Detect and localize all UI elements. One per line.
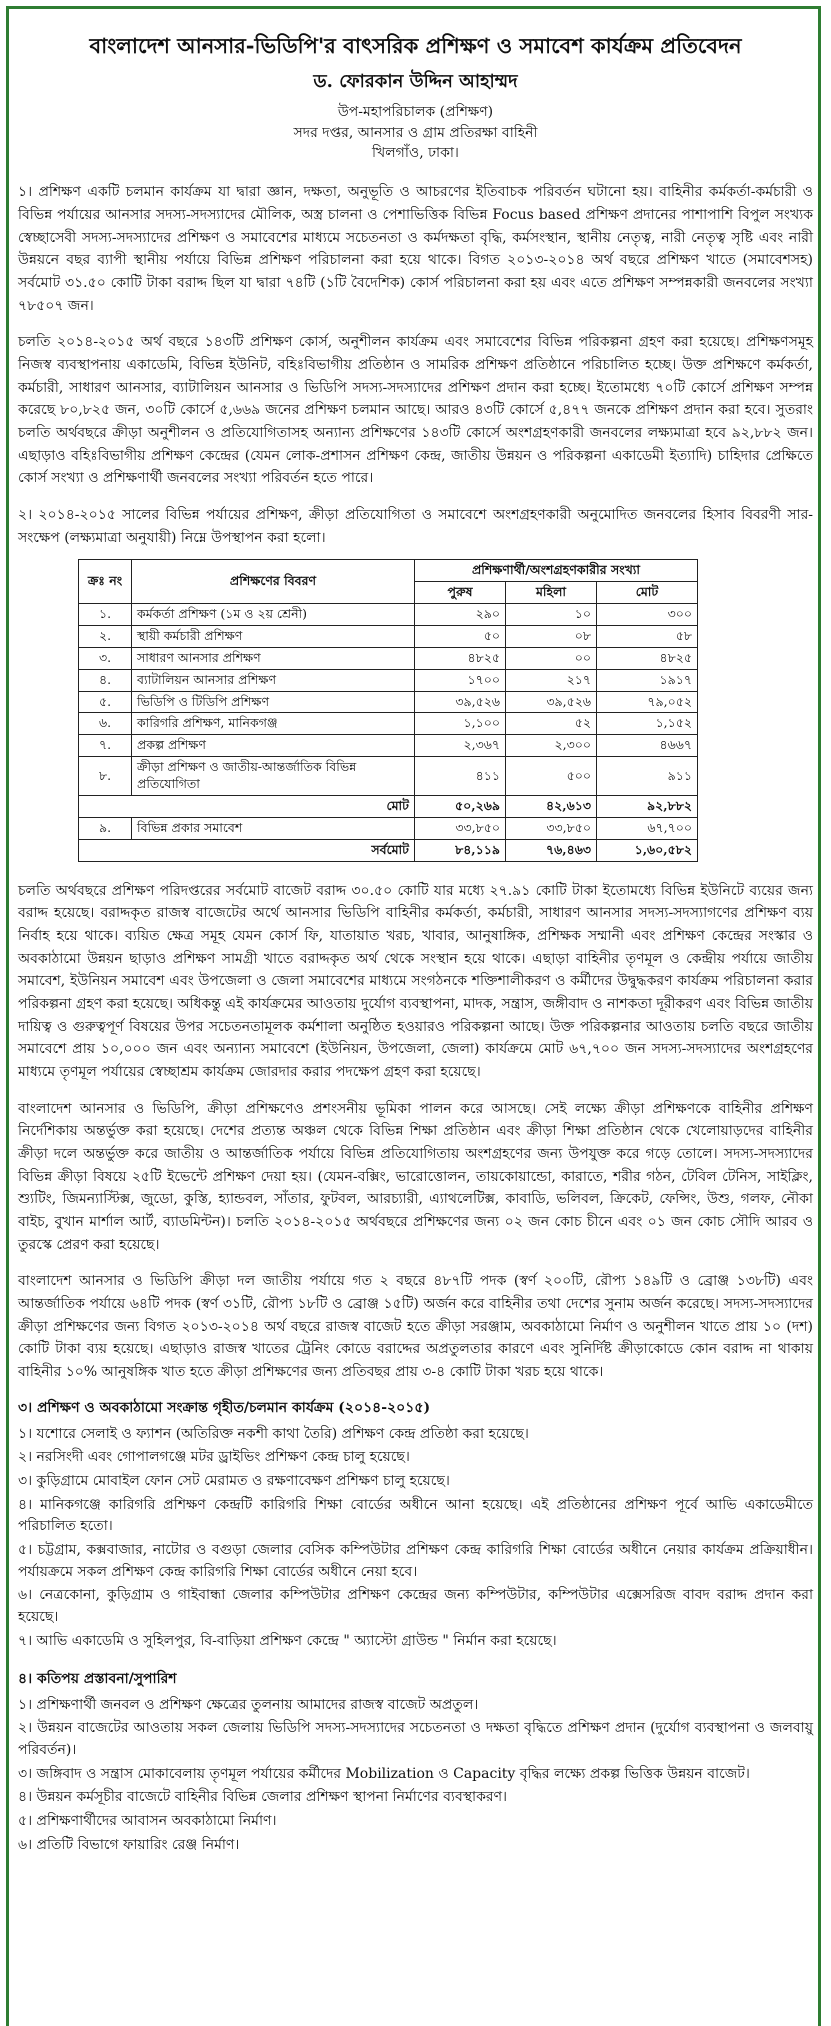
table-row bbox=[79, 647, 698, 669]
cell-serial: ৩. bbox=[79, 647, 132, 669]
cell-male: ২,৩৬৭ bbox=[415, 735, 506, 757]
cell-male: ১৭০০ bbox=[415, 669, 506, 691]
cell-total: ৩০০ bbox=[597, 604, 698, 626]
cell-description: সাধারণ আনসার প্রশিক্ষণ bbox=[132, 647, 415, 669]
paragraph-1: ১। প্রশিক্ষণ একটি চলমান কার্যক্রম যা দ্বারা জ্ঞান, দক্ষতা, অনুভূতি ও আচরণের ইতিবাচক পরিবর্তন ঘটানো হয়। বাহিনীর কর্মকর্তা-কর্মচারী ও বিভিন্ন পর্যায়ের আনসার সদস্য-সদস্যাদের মৌলিক, অস্ত্র চালনা ও পেশাভিত্তিক বিভিন্ন Focus based প্রশিক্ষণ প্রদানের পাশাপাশি বিপুল সংখ্যক স্বেচ্ছাসেবী সদস্য-সদস্যাদের প্রশিক্ষণ ও সমাবেশের মাধ্যমে সচেতনতা ও কর্মদক্ষতা বৃদ্ধি, কর্মসংস্থান, স্থানীয় নেতৃত্ব, নারী নেতৃত্ব সৃষ্টি এবং নারী উন্নয়নে বছর ব্যাপী স্থানীয় পর্যায়ে বিভিন্ন প্রশিক্ষণ পরিচালনা করা হয়ে থাকে। বিগত ২০১৩-২০১৪ অর্থ বছরে প্রশিক্ষণ খাতে (সমাবেশসহ) সর্বমোট ৩১.৫০ কোটি টাকা বরাদ্দ ছিল যা দ্বারা ৭৪টি (১টি বৈদেশিক) কোর্স পরিচালনা করা হয় এবং এতে প্রশিক্ষণ সম্পন্নকারী জনবলের সংখ্যা ৭৮৫০৭ জন। bbox=[18, 184, 813, 314]
cell-description: ব্যাটালিয়ন আনসার প্রশিক্ষণ bbox=[132, 669, 415, 691]
cell-male: ৩৯,৫২৬ bbox=[415, 691, 506, 713]
cell-serial: ৮. bbox=[79, 757, 132, 796]
cell-total: ৫৮ bbox=[597, 625, 698, 647]
column-header-female: মহিলা bbox=[506, 582, 597, 604]
cell-male: ৩৩,৮৫০ bbox=[415, 817, 506, 839]
affiliation-line: উপ-মহাপরিচালক (প্রশিক্ষণ) bbox=[337, 104, 494, 121]
cell-serial: ৪. bbox=[79, 669, 132, 691]
table-row bbox=[79, 713, 698, 735]
cell-female: ৭৬,৪৬৩ bbox=[506, 839, 597, 861]
table-row bbox=[79, 817, 698, 839]
paragraph-4: চলতি অর্থবছরে প্রশিক্ষণ পরিদপ্তরের সর্বমোট বাজেট বরাদ্দ ৩০.৫০ কোটি যার মধ্যে ২৭.৯১ কোটি টাকা ইতোমধ্যে বিভিন্ন ইউনিটে ব্যয়ের জন্য বরাদ্দ হয়েছে। বরাদ্দকৃত রাজস্ব বাজেটের অর্থে আনসার ভিডিপি বাহিনীর কর্মকর্তা, কর্মচারী, সাধারণ আনসার সদস্য-সদস্যাগণের প্রশিক্ষণ ব্যয় নির্বাহ হয়ে থাকে। ব্যয়িত ক্ষেত্র সমূহ যেমন কোর্স ফি, যাতায়াত খরচ, খাবার, আনুষাঙ্গিক, প্রশিক্ষক সম্মানী এবং প্রশিক্ষণ কেন্দ্রের সংস্কার ও অবকাঠামো উন্নয়ন ছাড়াও প্রশিক্ষণ সামগ্রী খাতে বরাদ্দকৃত অর্থ থেকে সংস্থান হয়ে থাকে। এছাড়া বাহিনীর তৃণমূল ও কেন্দ্রীয় পর্যায়ে জাতীয় সমাবেশ, ইউনিয়ন সমাবেশ এবং উপজেলা ও জেলা সমাবেশের মাধ্যমে সংগঠনকে শক্তিশালীকরণ ও কর্মীদের উদ্বুদ্ধকরণ কার্যক্রম পরিচালনা করার পরিকল্পনা গ্রহণ করা হয়েছে। অধিকন্তু এই কার্যক্রমের আওতায় দুর্যোগ ব্যবস্থাপনা, মাদক, সন্ত্রাস, জঙ্গীবাদ ও নাশকতা দূরীকরণ এবং বিভিন্ন জাতীয় দায়িত্ব ও গুরুত্বপূর্ণ বিষয়ের উপর সচেতনতামূলক কর্মশালা অনুষ্ঠিত হওয়ারও পরিকল্পনা আছে। উক্ত পরিকল্পনার আওতায় চলতি বছরে জাতীয় সমাবেশে প্রায় ১০,০০০ জন এবং অন্যান্য সমাবেশে (ইউনিয়ন, উপজেলা, জেলা) কার্যক্রমে মোট ৬৭,৭০০ জন সদস্য-সদস্যাদের অংশগ্রহণের মাধ্যমে তৃণমূল পর্যায়ের স্বেচ্ছাশ্রম কার্যক্রম জোরদার করার পদক্ষেপ গ্রহণ করা হয়েছে। bbox=[18, 882, 813, 1080]
cell-serial: ৬. bbox=[79, 713, 132, 735]
column-header-male: পুরুষ bbox=[415, 582, 506, 604]
column-header-total: মোট bbox=[597, 582, 698, 604]
document bbox=[18, 14, 813, 1858]
cell-serial: ৫. bbox=[79, 691, 132, 713]
training-table bbox=[78, 559, 698, 861]
cell-total-label: সর্বমোট bbox=[79, 839, 415, 861]
affiliation-line: খিলগাঁও, ঢাকা। bbox=[372, 144, 459, 161]
section-4-list bbox=[18, 1695, 813, 1857]
cell-total-label: মোট bbox=[79, 795, 415, 817]
list-item: ৪। মানিকগঞ্জে কারিগরি প্রশিক্ষণ কেন্দ্রটি কারিগরি শিক্ষা বোর্ডের অধীনে আনা হয়েছে। এই প্রতিষ্ঠানের প্রশিক্ষণ পূর্বে আভি একাডেমীতে পরিচালিত হতো। bbox=[18, 1496, 813, 1535]
cell-male: ১,১০০ bbox=[415, 713, 506, 735]
cell-description: ভিডিপি ও টিডিপি প্রশিক্ষণ bbox=[132, 691, 415, 713]
list-item: ১। যশোরে সেলাই ও ফ্যাশন (অতিরিক্ত নকশী কাথা তৈরি) প্রশিক্ষণ কেন্দ্র প্রতিষ্ঠা করা হয়েছে। bbox=[18, 1425, 529, 1442]
list-item: ২। নরসিংদী এবং গোপালগঞ্জে মটর ড্রাইভিং প্রশিক্ষণ কেন্দ্র চালু হয়েছে। bbox=[18, 1449, 410, 1466]
cell-female: ১০ bbox=[506, 604, 597, 626]
column-header-serial: ক্রঃ নং bbox=[79, 560, 132, 604]
cell-male: ৪৮২৫ bbox=[415, 647, 506, 669]
paragraph-6: বাংলাদেশ আনসার ও ভিডিপি ক্রীড়া দল জাতীয় পর্যায়ে গত ২ বছরে ৪৮৭টি পদক (স্বর্ণ ২০০টি, রৌপ্য ১৪৯টি ও ব্রোঞ্জ ১৩৮টি) এবং আন্তর্জাতিক পর্যায়ে ৬৪টি পদক (স্বর্ণ ৩১টি, রৌপ্য ১৮টি ও ব্রোঞ্জ ১৫টি) অর্জন করে বাহিনীর তথা দেশের সুনাম অর্জন করেছে। সদস্য-সদস্যাদের ক্রীড়া প্রশিক্ষণের জন্য বিগত ২০১৩-২০১৪ অর্থ বছরে রাজস্ব বাজেট হতে ক্রীড়া সরঞ্জাম, অবকাঠামো নির্মাণ ও অনুশীলন খাতে প্রায় ১০ (দশ) কোটি টাকা ব্যয় হয়েছে। এছাড়াও রাজস্ব খাতের ট্রেনিং কোডে বরাদ্দের অপ্রতুলতার কারণে এবং সুনির্দিষ্ট ক্রীড়াকোডে কোন বরাদ্দ না থাকায় বাহিনীর ১০% আনুষঙ্গিক খাত হতে ক্রীড়া প্রশিক্ষণের জন্য প্রতিবছর প্রায় ৩-৪ কোটি টাকা খরচ হয়ে থাকে। bbox=[18, 1273, 813, 1380]
affiliation-line: সদর দপ্তর, আনসার ও গ্রাম প্রতিরক্ষা বাহিনী bbox=[293, 124, 538, 141]
cell-description: প্রকল্প প্রশিক্ষণ bbox=[132, 735, 415, 757]
table-total-row bbox=[79, 795, 698, 817]
list-item: ৫। প্রশিক্ষণার্থীদের আবাসন অবকাঠামো নির্মাণ। bbox=[18, 1812, 277, 1829]
table-row bbox=[79, 669, 698, 691]
cell-female: ৩৯,৫২৬ bbox=[506, 691, 597, 713]
paragraph-3: ২। ২০১৪-২০১৫ সালের বিভিন্ন পর্যায়ের প্রশিক্ষণ, ক্রীড়া প্রতিযোগিতা ও সমাবেশে অংশগ্রহণকারী অনুমোদিত জনবলের হিসাব বিবরণী সার-সংক্ষেপ (লক্ষ্যমাত্রা অনুযায়ী) নিম্নে উপস্থাপন করা হলো। bbox=[18, 506, 813, 546]
list-item: ২। উন্নয়ন বাজেটের আওতায় সকল জেলায় ভিডিপি সদস্য-সদস্যাদের সচেতনতা ও দক্ষতা বৃদ্ধিতে প্রশিক্ষণ প্রদান (দুর্যোগ ব্যবস্থাপনা ও জলবায়ু পরিবর্তন)। bbox=[18, 1720, 813, 1758]
cell-description: কর্মকর্তা প্রশিক্ষণ (১ম ও ২য় শ্রেনী) bbox=[132, 604, 415, 626]
cell-male: ৪১১ bbox=[415, 757, 506, 796]
table-row bbox=[79, 625, 698, 647]
cell-total: ১৯১৭ bbox=[597, 669, 698, 691]
list-item: ৪। উন্নয়ন কর্মসূচীর বাজেটে বাহিনীর বিভিন্ন জেলার প্রশিক্ষণ স্থাপনা নির্মাণের ব্যবস্থাকরণ। bbox=[18, 1789, 508, 1806]
cell-female: ২১৭ bbox=[506, 669, 597, 691]
list-item: ৬। নেত্রকোনা, কুড়িগ্রাম ও গাইবান্ধা জেলার কম্পিউটার প্রশিক্ষণ কেন্দ্রের জন্য কম্পিউটার, কম্পিউটার এক্সেসরিজ বাবদ বরাদ্দ প্রদান করা হয়েছে। bbox=[18, 1587, 813, 1626]
cell-total: ৪৬৬৭ bbox=[597, 735, 698, 757]
author-affiliation bbox=[18, 102, 813, 163]
cell-total: ৭৯,০৫২ bbox=[597, 691, 698, 713]
section-4-heading: ৪। কতিপয় প্রস্তাবনা/সুপারিশ bbox=[18, 1670, 177, 1687]
paragraph-2: চলতি ২০১৪-২০১৫ অর্থ বছরে ১৪৩টি প্রশিক্ষণ কোর্স, অনুশীলন কার্যক্রম এবং সমাবেশের বিভিন্ন পরিকল্পনা গ্রহণ করা হয়েছে। প্রশিক্ষণসমূহ নিজস্ব ব্যবস্থাপনায় একাডেমি, বিভিন্ন ইউনিট, বহিঃবিভাগীয় প্রতিষ্ঠান ও সামরিক প্রশিক্ষণ প্রতিষ্ঠানে পরিচালিত হচ্ছে। উক্ত প্রশিক্ষণে কর্মকর্তা, কর্মচারী, সাধারণ আনসার, ব্যাটালিয়ন আনসার ও ভিডিপি সদস্য-সদস্যাদের প্রশিক্ষণ প্রদান করা হচ্ছে। ইতোমধ্যে ৭০টি কোর্সে প্রশিক্ষণ সম্পন্ন করেছে ৮০,৮২৫ জন, ৩০টি কোর্সে ৫,৬৬৯ জনের প্রশিক্ষণ চলমান আছে। আরও ৪৩টি কোর্সে ৫,৪৭৭ জনকে প্রশিক্ষণ প্রদান করা হবে। সুতরাং চলতি অর্থবছরে ক্রীড়া অনুশীলন ও প্রতিযোগিতাসহ অন্যান্য প্রশিক্ষণের ১৪৩টি কোর্সে অংশগ্রহণকারী জনবলের লক্ষ্যমাত্রা হবে ৯২,৮৮২ জন। এছাড়াও বহিঃবিভাগীয় প্রশিক্ষণ কেন্দ্রের (যেমন লোক-প্রশাসন প্রশিক্ষণ কেন্দ্র, জাতীয় উন্নয়ন ও পরিকল্পনা একাডেমী ইত্যাদি) চাহিদার প্রেক্ষিতে কোর্স সংখ্যা ও প্রশিক্ষণার্থী জনবলের সংখ্যা পরিবর্তন হতে পারে। bbox=[18, 334, 813, 487]
cell-serial: ৯. bbox=[79, 817, 132, 839]
cell-total: ৯২,৮৮২ bbox=[597, 795, 698, 817]
list-item: ১। প্রশিক্ষণার্থী জনবল ও প্রশিক্ষণ ক্ষেত্রের তুলনায় আমাদের রাজস্ব বাজেট অপ্রতুল। bbox=[18, 1696, 479, 1713]
list-item: ৭। আভি একাডেমি ও সুহিলপুর, বি-বাড়িয়া প্রশিক্ষণ কেন্দ্রে " অ্যাস্টো গ্রাউন্ড " নির্মান করা হয়েছে। bbox=[18, 1632, 557, 1649]
cell-total: ৬৭,৭০০ bbox=[597, 817, 698, 839]
cell-description: কারিগরি প্রশিক্ষণ, মানিকগঞ্জ bbox=[132, 713, 415, 735]
table-row bbox=[79, 604, 698, 626]
table-body bbox=[79, 604, 698, 862]
cell-male: ২৯০ bbox=[415, 604, 506, 626]
cell-female: ০০ bbox=[506, 647, 597, 669]
list-item: ৩। কুড়িগ্রামে মোবাইল ফোন সেট মেরামত ও রক্ষণাবেক্ষণ প্রশিক্ষণ চালু হয়েছে। bbox=[18, 1473, 450, 1489]
table-row bbox=[79, 735, 698, 757]
cell-female: ০৮ bbox=[506, 625, 597, 647]
author-name: ড. ফোরকান উদ্দিন আহাম্মদ bbox=[313, 71, 518, 93]
cell-description: ক্রীড়া প্রশিক্ষণ ও জাতীয়-আন্তর্জাতিক বিভিন্ন প্রতিযোগিতা bbox=[132, 757, 415, 796]
table-row bbox=[79, 757, 698, 796]
list-item: ৩। জঙ্গিবাদ ও সন্ত্রাস মোকাবেলায় তৃণমূল পর্যায়ের কর্মীদের Mobilization ও Capacity বৃদ্ধির লক্ষ্যে প্রকল্প ভিত্তিক উন্নয়ন বাজেট। bbox=[18, 1765, 750, 1782]
cell-male: ৮৪,১১৯ bbox=[415, 839, 506, 861]
section-3-heading: ৩। প্রশিক্ষণ ও অবকাঠামো সংক্রান্ত গৃহীত/চলমান কার্যক্রম (২০১৪-২০১৫) bbox=[18, 1399, 431, 1416]
cell-female: ২,৩০০ bbox=[506, 735, 597, 757]
cell-total: ৯১১ bbox=[597, 757, 698, 796]
cell-total: ৪৮২৫ bbox=[597, 647, 698, 669]
list-item: ৫। চট্টগ্রাম, কক্সবাজার, নাটোর ও বগুড়া জেলার বেসিক কম্পিউটার প্রশিক্ষণ কেন্দ্র কারিগরি শিক্ষা বোর্ডের অধীনে নেয়ার কার্যক্রম প্রক্রিয়াধীন। পর্যায়ক্রমে সকল প্রশিক্ষণ কেন্দ্র কারিগরি শিক্ষা বোর্ডের অধীনে নেয়া হবে। bbox=[18, 1542, 813, 1580]
column-header-description: প্রশিক্ষণের বিবরণ bbox=[132, 560, 415, 604]
paragraph-5: বাংলাদেশ আনসার ও ভিডিপি, ক্রীড়া প্রশিক্ষণেও প্রশংসনীয় ভূমিকা পালন করে আসছে। সেই লক্ষ্যে ক্রীড়া প্রশিক্ষণকে বাহিনীর প্রশিক্ষণ নির্দেশিকায় অন্তর্ভুক্ত করা হয়েছে। দেশের প্রত্যন্ত অঞ্চল থেকে বিভিন্ন শিক্ষা প্রতিষ্ঠান এবং ক্রীড়া শিক্ষা প্রতিষ্ঠান থেকে খেলোয়াড়দের বাহিনীর ক্রীড়া দলে অন্তর্ভুক্ত করে জাতীয় ও আন্তর্জাতিক পর্যায়ে বিভিন্ন প্রতিযোগিতায় অংশগ্রহণের জন্য উপযুক্ত করে গড়ে তোলে। সদস্য-সদস্যাদের বিভিন্ন ক্রীড়া বিষয়ে ২৫টি ইভেন্টে প্রশিক্ষণ দেয়া হয়। (যেমন-বক্সিং, ভারোত্তোলন, তায়কোয়ান্ডো, কারাতে, শরীর গঠন, টেবিল টেনিস, সাইক্লিং, শ্যুটিং, জিমন্যাস্টিক্স, জুডো, কুস্তি, হ্যান্ডবল, সাঁতার, ফুটবল, আরচ্যারী, এ্যাথলেটিক্স, কাবাডি, ভলিবল, ক্রিকেট, ফেন্সিং, উশু, গলফ, নৌকা বাইচ, বুখান মার্শাল আর্ট, ব্যাডমিন্টন)। চলতি ২০১৪-২০১৫ অর্থবছরে প্রশিক্ষণের জন্য ০২ জন কোচ চীনে এবং ০১ জন কোচ সৌদি আরব ও তুরস্কে প্রেরণ করা হয়েছে। bbox=[18, 1100, 813, 1253]
cell-female: ৪২,৬১৩ bbox=[506, 795, 597, 817]
cell-male: ৫০ bbox=[415, 625, 506, 647]
table-total-row bbox=[79, 839, 698, 861]
cell-description: স্থায়ী কর্মচারী প্রশিক্ষণ bbox=[132, 625, 415, 647]
cell-female: ৫০০ bbox=[506, 757, 597, 796]
cell-male: ৫০,২৬৯ bbox=[415, 795, 506, 817]
column-header-group: প্রশিক্ষণার্থী/অংশগ্রহণকারীর সংখ্যা bbox=[415, 560, 698, 582]
cell-total: ১,১৫২ bbox=[597, 713, 698, 735]
list-item: ৬। প্রতিটি বিভাগে ফায়ারিং রেঞ্জ নির্মাণ। bbox=[18, 1836, 240, 1853]
cell-serial: ৭. bbox=[79, 735, 132, 757]
section-3-list bbox=[18, 1424, 813, 1653]
cell-female: ৫২ bbox=[506, 713, 597, 735]
document-title: বাংলাদেশ আনসার-ভিডিপি'র বাৎসরিক প্রশিক্ষণ ও সমাবেশ কার্যক্রম প্রতিবেদন bbox=[89, 33, 742, 58]
cell-serial: ১. bbox=[79, 604, 132, 626]
cell-total: ১,৬০,৫৮২ bbox=[597, 839, 698, 861]
table-row bbox=[79, 691, 698, 713]
cell-female: ৩৩,৮৫০ bbox=[506, 817, 597, 839]
cell-serial: ২. bbox=[79, 625, 132, 647]
cell-description: বিভিন্ন প্রকার সমাবেশ bbox=[132, 817, 415, 839]
